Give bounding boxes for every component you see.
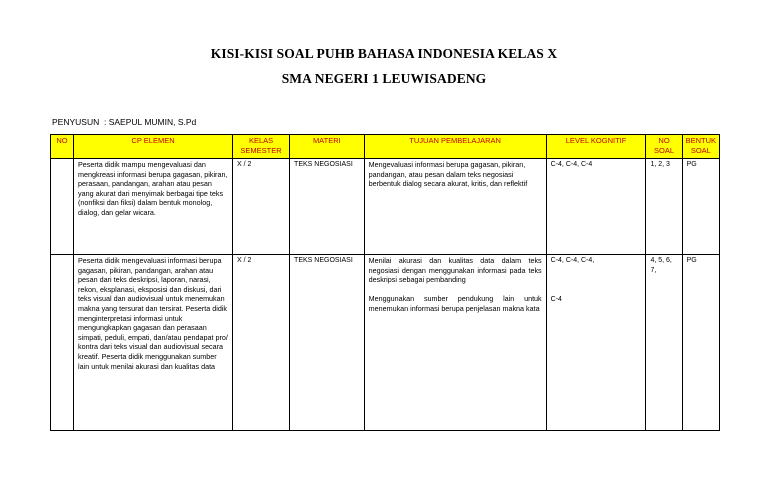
- cell-tujuan: Mengevaluasi informasi berupa gagasan, pikiran, pandangan, atau pesan dalam teks negosiasi berbentuk dialog secara akurat, kritis, dan reflektif: [364, 159, 546, 255]
- cell-kelas: X / 2: [233, 255, 290, 431]
- cell-no: [51, 255, 74, 431]
- school-name: SMA NEGERI 1 LEUWISADENG: [281, 71, 487, 86]
- cell-bentuk: PG: [682, 255, 719, 431]
- header-materi: MATERI: [290, 135, 365, 159]
- header-tujuan: TUJUAN PEMBELAJARAN: [364, 135, 546, 159]
- cell-bentuk: PG: [682, 159, 719, 255]
- table-row: [51, 255, 720, 431]
- header-level-kognitif: LEVEL KOGNITIF: [546, 135, 646, 159]
- cell-tujuan: Menilai akurasi dan kualitas data dalam teks negosiasi dengan menggunakan informasi pada teks deskripsi sebagai pembanding Menggunakan sumber pendukung lain untuk menemukan informasi berupa penjelasan makna kata: [364, 255, 546, 431]
- table-header-row: [51, 135, 720, 159]
- cell-materi: TEKS NEGOSIASI: [290, 159, 365, 255]
- cell-no: [51, 159, 74, 255]
- cell-level: C-4, C-4, C-4, C-4: [546, 255, 646, 431]
- cell-cp-elemen: Peserta didik mengevaluasi informasi berupa gagasan, pikiran, pandangan, arahan atau pesan dari teks deskripsi, laporan, narasi, rekon, eksplanasi, eksposisi dan diskusi, dari teks visual dan audiovisual untuk menemukan makna yang tersurat dan tersirat. Peserta didik menginterpretasi informasi untuk mengungkapkan gagasan dan perasaan simpati, peduli, empati, dan/atau pendapat pro/ kontra dari teks visual dan audiovisual secara kreatif. Peserta didik menggunakan sumber lain untuk menilai akurasi dan kualitas data: [74, 255, 233, 431]
- cell-kelas: X / 2: [233, 159, 290, 255]
- cell-materi: TEKS NEGOSIASI: [290, 255, 365, 431]
- document-title: KISI-KISI SOAL PUHB BAHASA INDONESIA KELAS X: [210, 46, 558, 61]
- header-bentuk-soal: BENTUK SOAL: [682, 135, 719, 159]
- cell-level: C-4, C-4, C-4: [546, 159, 646, 255]
- header-cp-elemen: CP ELEMEN: [74, 135, 233, 159]
- cell-no-soal: 1, 2, 3: [646, 159, 682, 255]
- author-value: : SAEPUL MUMIN, S.Pd: [104, 117, 197, 127]
- author-label: PENYUSUN: [52, 117, 100, 127]
- table-row: [51, 159, 720, 255]
- kisi-kisi-table: [50, 134, 720, 431]
- cell-no-soal: 4, 5, 6, 7,: [646, 255, 682, 431]
- cell-cp-elemen: Peserta didik mampu mengevaluasi dan mengkreasi informasi berupa gagasan, pikiran, perasaan, pandangan, arahan atau pesan yang akurat dari menyimak berbagai tipe teks (nonfiksi dan fiksi) dalam bentuk monolog, dialog, dan gelar wicara.: [74, 159, 233, 255]
- header-kelas-semester: KELAS SEMESTER: [233, 135, 290, 159]
- header-no-soal: NO SOAL: [646, 135, 682, 159]
- header-no: NO: [51, 135, 74, 159]
